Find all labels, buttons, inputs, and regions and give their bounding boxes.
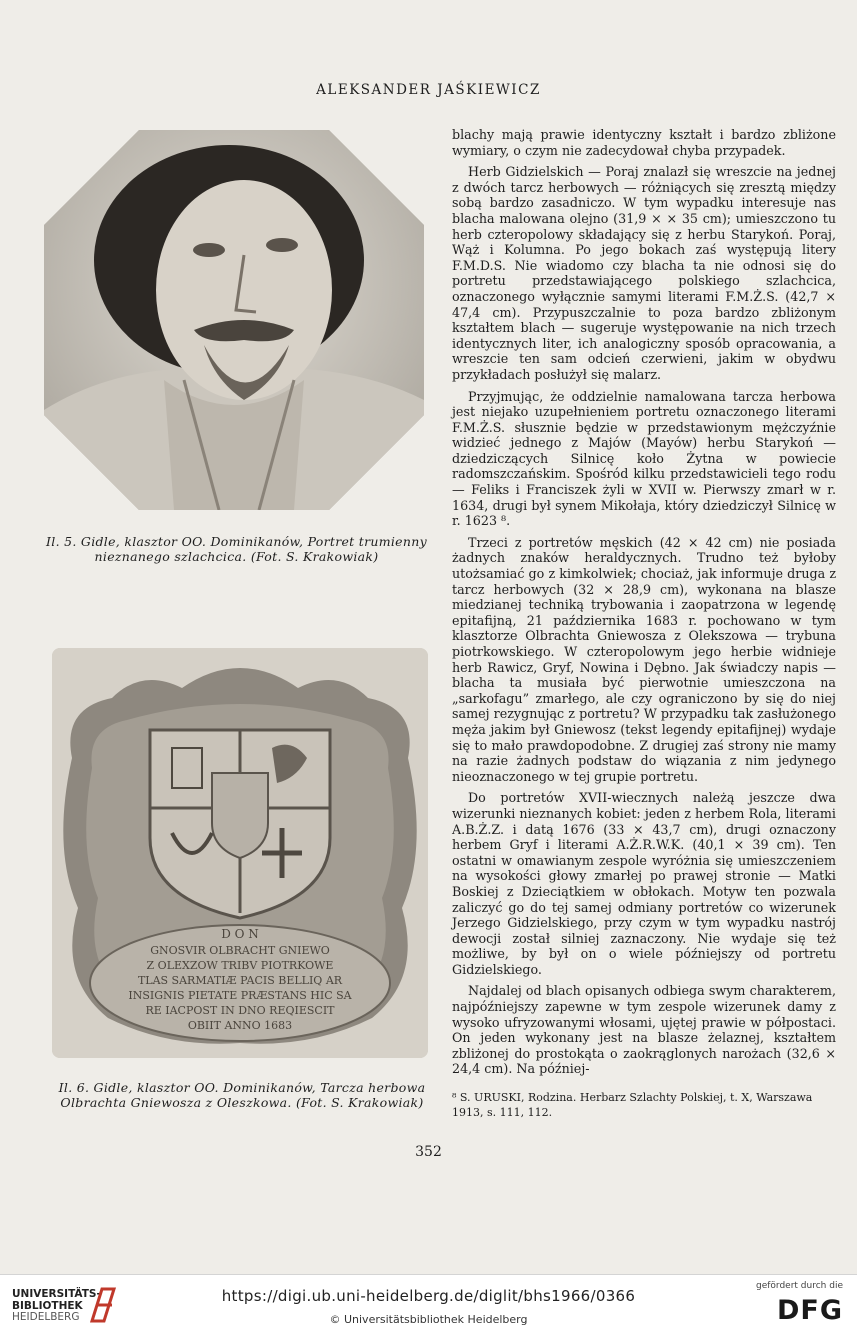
logo-line-1: UNIVERSITÄTS- (12, 1288, 101, 1300)
portrait-image (44, 130, 424, 510)
coat-of-arms-image (52, 648, 428, 1058)
paragraph: Przyjmując, że oddzielnie namalowana tarcza herbowa jest niejako uzupełnieniem portretu oznaczonego literami F.M.Ż.S. słusznie będzie w przedstawionym mężczyźnie widzieć jednego z Majów (Mayów) herbu Starykoń — dziedziczących Silnicę koło Żytna w powiecie radomszczańskim. Spośród kilku przedstawicieli tego rodu — Feliks i Franciszek żyli w XVII w. Pierwszy zmarł w r. 1634, drugi był synem Mikołaja, który dziedziczył Silnicę w r. 1623 ⁸. (452, 388, 836, 529)
paragraph: Najdalej od blach opisanych odbiega swym charakterem, najpóźniejszy zapewne w tym zespole wizerunek damy z wysoko ufryzowanymi włosami, ujętej prawie w półpostaci. On jeden wykonany jest na blasze żelaznej, kształtem zbliżonej do prostokąta o zaokrąglonych narożach (32,6 × 24,4 cm). Na później- (452, 983, 836, 1077)
plaque-line-1: D O N (221, 927, 259, 941)
paragraph: Herb Gidzielskich — Poraj znalazł się wreszcie na jednej z dwóch tarcz herbowych — różniących się zresztą między sobą bardzo zasadniczo. W tym wypadku interesuje nas blacha malowana olejno (31,9 × × 35 cm); umieszczono tu herb czteropolowy składający się z herbu Starykoń. Poraj, Wąż i Kolumna. Po jego bokach zaś występują litery F.M.D.S. Nie wiadomo czy blacha ta nie odnosi się do portretu przedstawiającego polskiego szlachcica, oznaczonego wyłącznie samymi literami F.M.Ż.S. (42,7 × 47,4 cm). Przypuszczalnie to poza bardzo zbliżonym kształtem blach — sugeruje występowanie na nich trzech identycznych liter, ich analogiczny sposób opracowania, a wreszcie ten sam odcień czerwieni, jakim w obydwu przykładach posłużył się malarz. (452, 164, 836, 382)
paragraph: Trzeci z portretów męskich (42 × 42 cm) nie posiada żadnych znaków heraldycznych. Trudno też byłoby utożsamiać go z kimkolwiek; chociaż, jak informuje druga z tarcz herbowych (32 × 28,9 cm), wykonana na blasze miedzianej techniką trybowania i zaopatrzona w legendę epitafijną, 21 października 1683 r. pochowano w tym klasztorze Olbrachta Gniewosza z Olekszowa — trybuna piotrkowskiego. W czteropolowym jego herbie widnieje herb Rawicz, Gryf, Nowina i Dębno. Jak świadczy napis — blacha ta musiała być pierwotnie umieszczona na „sarkofagu” zmarłego, ale czy ograniczono by się do niej samej rezygnując z portretu? W przypadku tak zasłużonego męża jakim był Gniewosz (tekst legendy epitafijnej) wydaje się to mało prawdopodobne. Z drugiej zaś strony nie mamy na razie żadnych podstaw do wiązania z nim jedynego nieoznaczonego w tej grupie portretu. (452, 534, 836, 784)
footer-bar (0, 1274, 857, 1335)
plaque-line-2: GNOSVIR OLBRACHT GNIEWO (150, 944, 330, 957)
dfg-logo[interactable]: DFG (776, 1295, 843, 1326)
paragraph: Do portretów XVII-wiecznych należą jeszcze dwa wizerunki nieznanych kobiet: jeden z herbem Rola, literami A.B.Ż.Z. i datą 1676 (33 × 43,7 cm), drugi oznaczony herbem Gryf i literami A.Ż.R.W.K. (40,1 × 39 cm). Ten ostatni w omawianym zespole wyróżnia się umieszczeniem na wysokości głowy zmarłej po prawej stronie — Matki Boskiej z Dzieciątkiem w obłokach. Motyw ten pozwala zaliczyć go do tej samej odmiany portretów co wizerunek Jerzego Gidzielskiego, przy czym w tym wypadku nastrój dewocji został silniej zaznaczony. Nie wydaje się też możliwe, by był on o wiele późniejszy od portretu Gidzielskiego. (452, 790, 836, 977)
footnote: ⁸ S. URUSKI, Rodzina. Herbarz Szlachty Polskiej, t. X, Warszawa 1913, s. 111, 112. (452, 1091, 813, 1119)
figure-caption-5: Il. 5. Gidle, klasztor OO. Dominikanów, Portret trumienny nieznanego szlachcica. (Fot. S. Krakowiak) (46, 534, 427, 564)
logo-line-2: BIBLIOTHEK (12, 1299, 83, 1312)
plaque-line-4: TLAS SARMATIÆ PACIS BELLIQ AR (137, 974, 343, 987)
plaque-line-6: RE IACPOST IN DNO REQIESCIT (145, 1004, 335, 1017)
coat-of-arms-figure (52, 648, 428, 1058)
body-text-column (452, 127, 836, 1083)
paragraph: blachy mają prawie identyczny kształt i bardzo zbliżone wymiary, o czym nie zadecydował chyba przypadek. (452, 127, 836, 158)
funded-by-label: gefördert durch die (756, 1281, 843, 1291)
plaque-line-3: Z OLEXZOW TRIBV PIOTRKOWE (146, 959, 334, 972)
copyright-notice: © Universitätsbibliothek Heidelberg (329, 1313, 528, 1326)
page-number: 352 (415, 1144, 442, 1160)
plaque-line-5: INSIGNIS PIETATE PRÆSTANS HIC SA (128, 989, 352, 1002)
running-head: ALEKSANDER JAŚKIEWICZ (316, 82, 541, 98)
logo-line-3: HEIDELBERG (12, 1311, 80, 1323)
figure-caption-6: Il. 6. Gidle, klasztor OO. Dominikanów, Tarcza herbowa Olbrachta Gniewosza z Oleszkowa. (Fot. S. Krakowiak) (58, 1080, 426, 1110)
plaque-line-7: OBIIT ANNO 1683 (187, 1019, 293, 1032)
page-url-link[interactable]: https://digi.ub.uni-heidelberg.de/diglit/bhs1966/0366 (221, 1287, 636, 1305)
portrait-figure (44, 130, 424, 510)
